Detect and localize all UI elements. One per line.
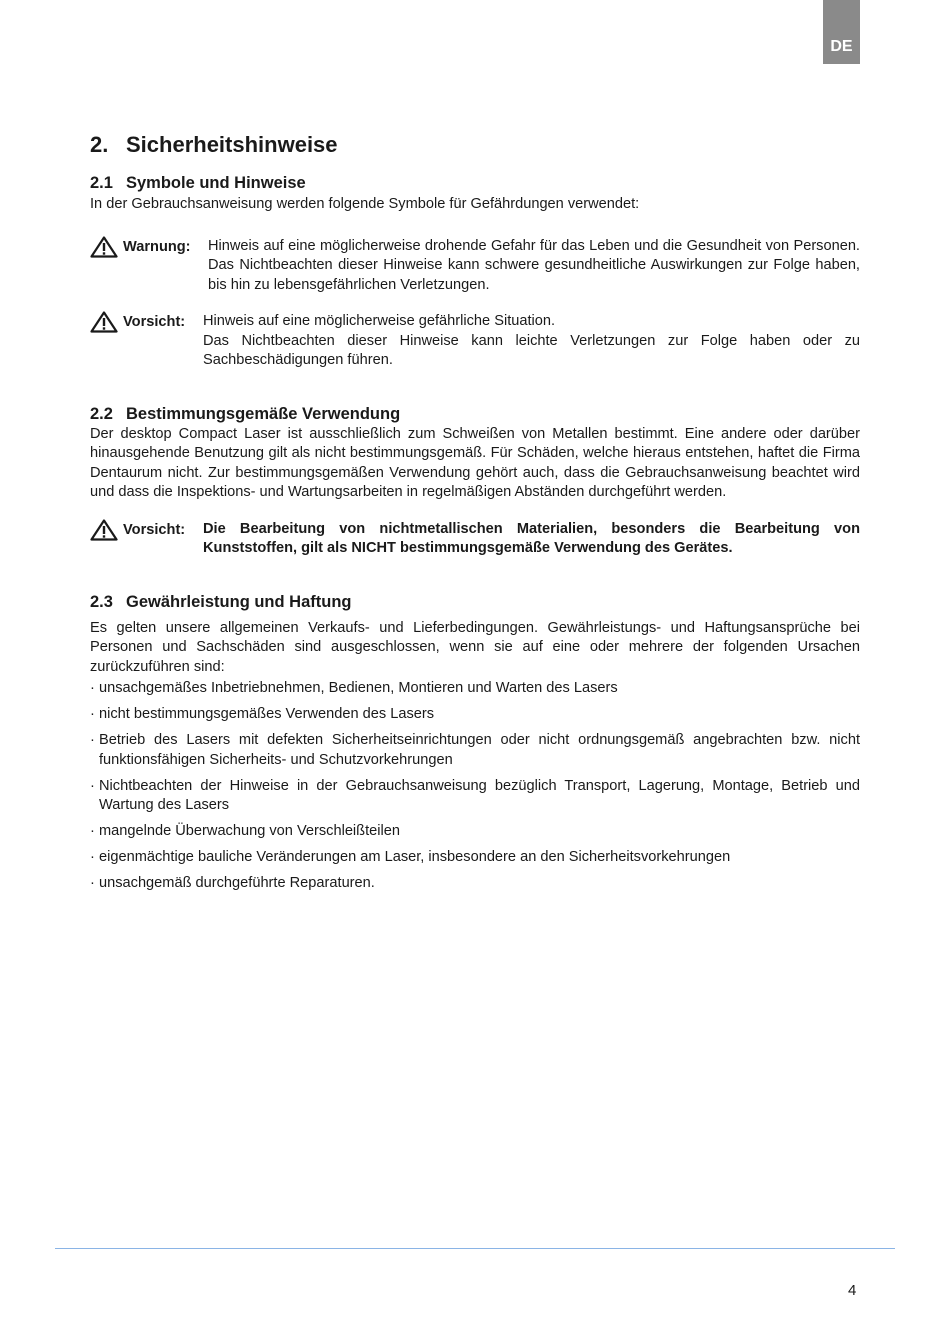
subsection-title: Symbole und Hinweise xyxy=(126,174,306,192)
language-tab: DE xyxy=(823,0,860,64)
subsection-heading-2-1 xyxy=(90,172,860,194)
warning-notice-head xyxy=(90,237,191,257)
caution-text-line2: Das Nichtbeachten dieser Hinweise kann leichte Verletzungen zur Folge haben oder zu Sachbeschädigungen führen. xyxy=(203,332,860,368)
section-title: Sicherheitshinweise xyxy=(126,132,338,157)
list-item: · unsachgemäß durchgeführte Reparaturen. xyxy=(90,874,860,894)
list-item: · unsachgemäßes Inbetriebnehmen, Bedienen, Montieren und Warten des Lasers xyxy=(90,679,860,699)
intended-use-text: Der desktop Compact Laser ist ausschließlich zum Schweißen von Metallen bestimmt. Eine andere oder darüber hinausgehende Benutzung gilt als nicht bestimmungsgemäß. Für Schäden, welche hieraus entstehen, haftet die Firma Dentaurum nicht. Zur bestimmungsgemäßen Verwendung gehört auch, dass die Gebrauchsanweisung beachtet wird und dass die Inspektions- und Wartungsarbeiten in regelmäßigen Abständen durchgeführt werden. xyxy=(90,425,860,500)
list-item: · Nichtbeachten der Hinweise in der Gebrauchsanweisung bezüglich Transport, Lagerung, Montage, Betrieb und Wartung des Lasers xyxy=(90,777,860,813)
caution-text-line1: Hinweis auf eine möglicherweise gefährliche Situation. xyxy=(203,313,556,329)
bullet-marker: · xyxy=(90,823,95,839)
warning-label: Warnung: xyxy=(123,238,191,255)
list-item: · nicht bestimmungsgemäßes Verwenden des Lasers xyxy=(90,705,860,725)
subsection-title: Bestimmungsgemäße Verwendung xyxy=(126,404,401,423)
list-item: · mangelnde Überwachung von Verschleißteilen xyxy=(90,822,860,842)
section-heading xyxy=(90,130,860,160)
bullet-marker: · xyxy=(90,875,95,891)
caution-notice-head xyxy=(90,312,185,332)
bullet-marker: · xyxy=(90,732,95,748)
bullet-marker: · xyxy=(90,680,95,696)
warning-text: Hinweis auf eine möglicherweise drohende Gefahr für das Leben und die Gesundheit von Personen. Das Nichtbeachten dieser Hinweise kann schwere gesundheitliche Auswirkungen zur Folge haben, bis hin zu lebensgefährlichen Verletzungen. xyxy=(208,237,860,293)
warranty-text: Es gelten unsere allgemeinen Verkaufs- und Lieferbedingungen. Gewährleistungs- und Haftungsansprüche bei Personen und Sachschäden sind ausgeschlossen, wenn sie auf eine oder mehrere der folgenden Ursachen zurückzuführen sind: xyxy=(90,619,860,675)
caution-text: Die Bearbeitung von nichtmetallischen Materialien, besonders die Bearbeitung von Kunststoffen, gilt als NICHT bestimmungsgemäße Verwendung des Gerätes. xyxy=(203,520,860,556)
subsection-number: 2.3 xyxy=(90,592,113,611)
subsection-title: Gewährleistung und Haftung xyxy=(126,592,352,611)
caution-notice-head xyxy=(90,520,185,540)
bullet-marker: · xyxy=(90,777,95,794)
bullet-marker: · xyxy=(90,849,95,865)
page-content xyxy=(90,130,860,900)
caution-notice xyxy=(90,312,860,371)
caution-label: Vorsicht: xyxy=(123,314,186,330)
subsection-number: 2.2 xyxy=(90,404,113,423)
warning-triangle-icon xyxy=(90,519,118,541)
caution-label: Vorsicht: xyxy=(123,521,186,538)
subsection-heading-2-3 xyxy=(90,591,860,613)
caution-text xyxy=(203,312,860,371)
subsection-number: 2.1 xyxy=(90,174,113,192)
warning-triangle-icon xyxy=(90,311,118,333)
warranty-exclusions-list xyxy=(90,679,860,894)
bullet-marker: · xyxy=(90,706,95,722)
warning-notice xyxy=(90,237,860,296)
subsection-heading-2-2 xyxy=(90,403,860,425)
footer-divider xyxy=(55,1248,895,1249)
list-item: · eigenmächtige bauliche Veränderungen am Laser, insbesondere an den Sicherheitsvorkehrungen xyxy=(90,848,860,868)
section-number: 2. xyxy=(90,132,109,157)
page-number: 4 xyxy=(848,1282,857,1299)
caution-notice xyxy=(90,520,860,559)
list-item: · Betrieb des Lasers mit defekten Sicherheitseinrichtungen oder nicht ordnungsgemäß angebrachten bzw. nicht funktionsfähigen Sicherheits- und Schutzvorkehrungen xyxy=(90,732,860,768)
warning-triangle-icon xyxy=(90,236,118,258)
symbols-intro: In der Gebrauchsanweisung werden folgende Symbole für Gefährdungen verwendet: xyxy=(90,196,640,212)
